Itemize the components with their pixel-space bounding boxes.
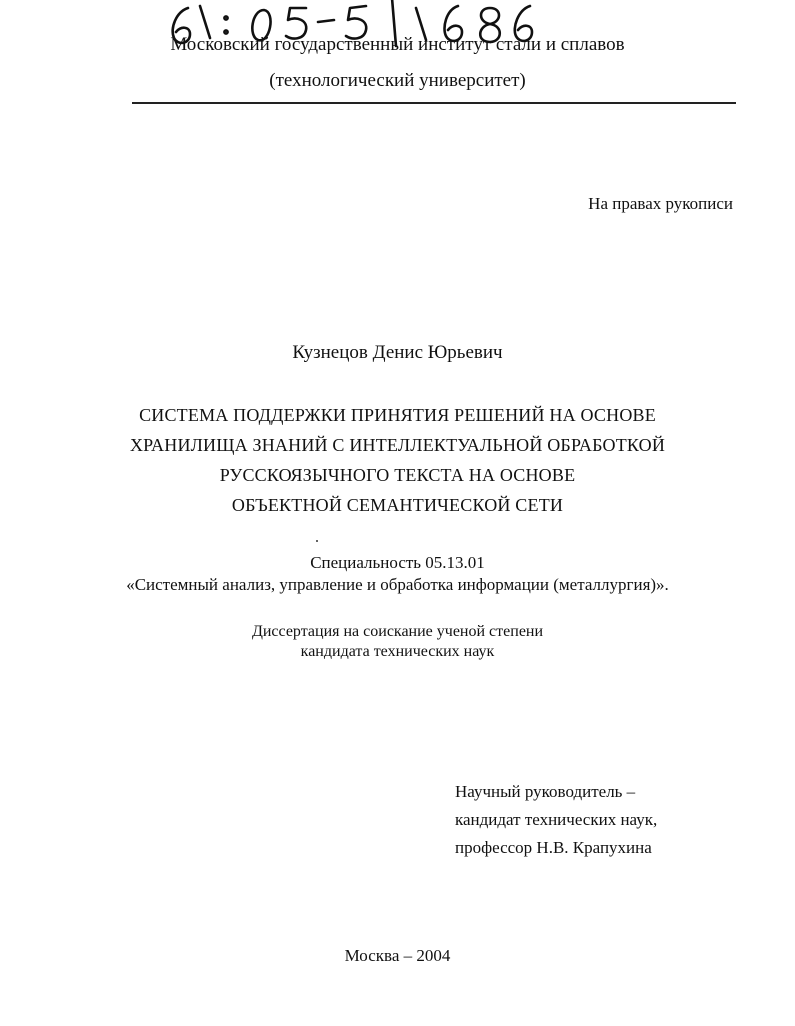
title-line: ОБЪЕКТНОЙ СЕМАНТИЧЕСКОЙ СЕТИ bbox=[231, 495, 564, 515]
speck bbox=[316, 540, 318, 542]
header-divider bbox=[132, 102, 736, 104]
specialty-code: Специальность 05.13.01 bbox=[310, 553, 485, 572]
title-line: СИСТЕМА ПОДДЕРЖКИ ПРИНЯТИЯ РЕШЕНИЙ НА ОСНОВЕ bbox=[139, 405, 656, 425]
degree-line-1: Диссертация на соискание ученой степени bbox=[251, 623, 544, 640]
manuscript-note: На правах рукописи bbox=[588, 194, 733, 213]
degree-block bbox=[0, 622, 795, 662]
specialty-name: «Системный анализ, управление и обработка информации (металлургия)». bbox=[126, 575, 669, 594]
institute-subtitle: (технологический университет) bbox=[269, 70, 526, 91]
specialty-block bbox=[0, 552, 795, 596]
supervisor-block bbox=[455, 778, 657, 862]
place-year: Москва – 2004 bbox=[344, 946, 451, 965]
supervisor-role: Научный руководитель – bbox=[455, 782, 636, 801]
title-line: РУССКОЯЗЫЧНОГО ТЕКСТА НА ОСНОВЕ bbox=[219, 465, 576, 485]
author-name: Кузнецов Денис Юрьевич bbox=[292, 342, 503, 363]
institute-name: Московский государственный институт стали и сплавов bbox=[170, 34, 625, 55]
supervisor-degree: кандидат технических наук, bbox=[455, 810, 658, 829]
supervisor-name: профессор Н.В. Крапухина bbox=[455, 838, 652, 857]
dissertation-title bbox=[0, 400, 795, 520]
degree-line-2: кандидата технических наук bbox=[300, 643, 495, 660]
title-line: ХРАНИЛИЩА ЗНАНИЙ С ИНТЕЛЛЕКТУАЛЬНОЙ ОБРАБОТКОЙ bbox=[129, 435, 666, 455]
